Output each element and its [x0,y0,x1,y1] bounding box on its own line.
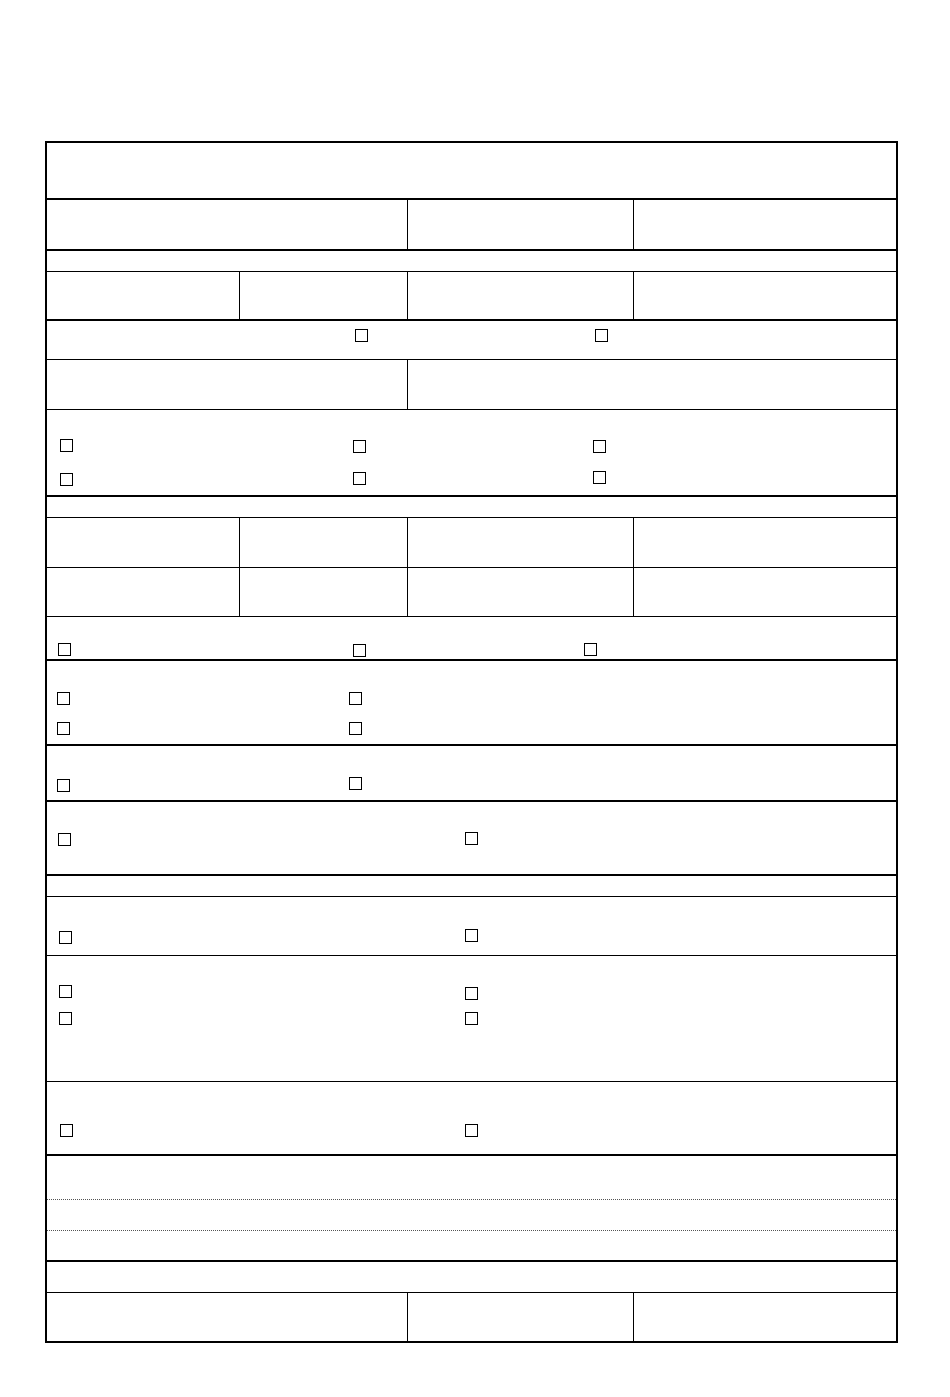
checkbox[interactable] [57,692,70,705]
checkbox[interactable] [58,643,71,656]
checkbox[interactable] [60,1124,73,1137]
row-divider [45,1154,898,1156]
column-divider [633,199,634,249]
column-divider [633,272,634,319]
row-divider [45,1292,898,1293]
column-divider [407,272,408,319]
checkbox[interactable] [353,644,366,657]
column-divider [633,518,634,616]
row-divider [45,517,898,518]
row-divider [45,896,898,897]
checkbox[interactable] [57,722,70,735]
checkbox[interactable] [593,471,606,484]
row-divider [45,955,898,956]
column-divider [407,518,408,616]
checkbox[interactable] [465,1124,478,1137]
remarks-text[interactable] [49,1233,894,1258]
checkbox[interactable] [593,440,606,453]
checkbox[interactable] [349,692,362,705]
checkbox[interactable] [465,929,478,942]
row-divider [45,1260,898,1262]
row-divider [45,495,898,497]
checkbox[interactable] [355,329,368,342]
row-divider [45,409,898,410]
column-divider [407,199,408,249]
remarks-text[interactable] [49,1159,894,1197]
checkbox[interactable] [353,472,366,485]
checkbox[interactable] [58,833,71,846]
column-divider [239,272,240,319]
row-divider [45,800,898,802]
row-divider [45,567,898,568]
checkbox[interactable] [349,777,362,790]
row-divider [45,744,898,746]
remarks-text[interactable] [49,1202,894,1228]
row-divider [45,198,898,200]
checkbox[interactable] [353,440,366,453]
checkbox[interactable] [465,832,478,845]
column-divider [633,1293,634,1341]
checkbox[interactable] [349,722,362,735]
row-divider [45,659,898,661]
checkbox[interactable] [60,439,73,452]
row-divider [45,271,898,272]
checkbox[interactable] [60,473,73,486]
checkbox[interactable] [465,1012,478,1025]
row-divider [45,319,898,321]
remarks-line [47,1199,896,1200]
checkbox[interactable] [595,329,608,342]
blank-form [45,141,898,1343]
checkbox[interactable] [584,643,597,656]
checkbox[interactable] [59,931,72,944]
checkbox[interactable] [59,1012,72,1025]
row-divider [45,616,898,617]
column-divider [407,1293,408,1341]
row-divider [45,1081,898,1082]
checkbox[interactable] [59,985,72,998]
row-divider [45,874,898,876]
column-divider [239,518,240,616]
row-divider [45,359,898,360]
column-divider [407,360,408,409]
form-title [47,143,896,199]
remarks-line [47,1230,896,1231]
row-divider [45,249,898,251]
checkbox[interactable] [465,987,478,1000]
checkbox[interactable] [57,779,70,792]
